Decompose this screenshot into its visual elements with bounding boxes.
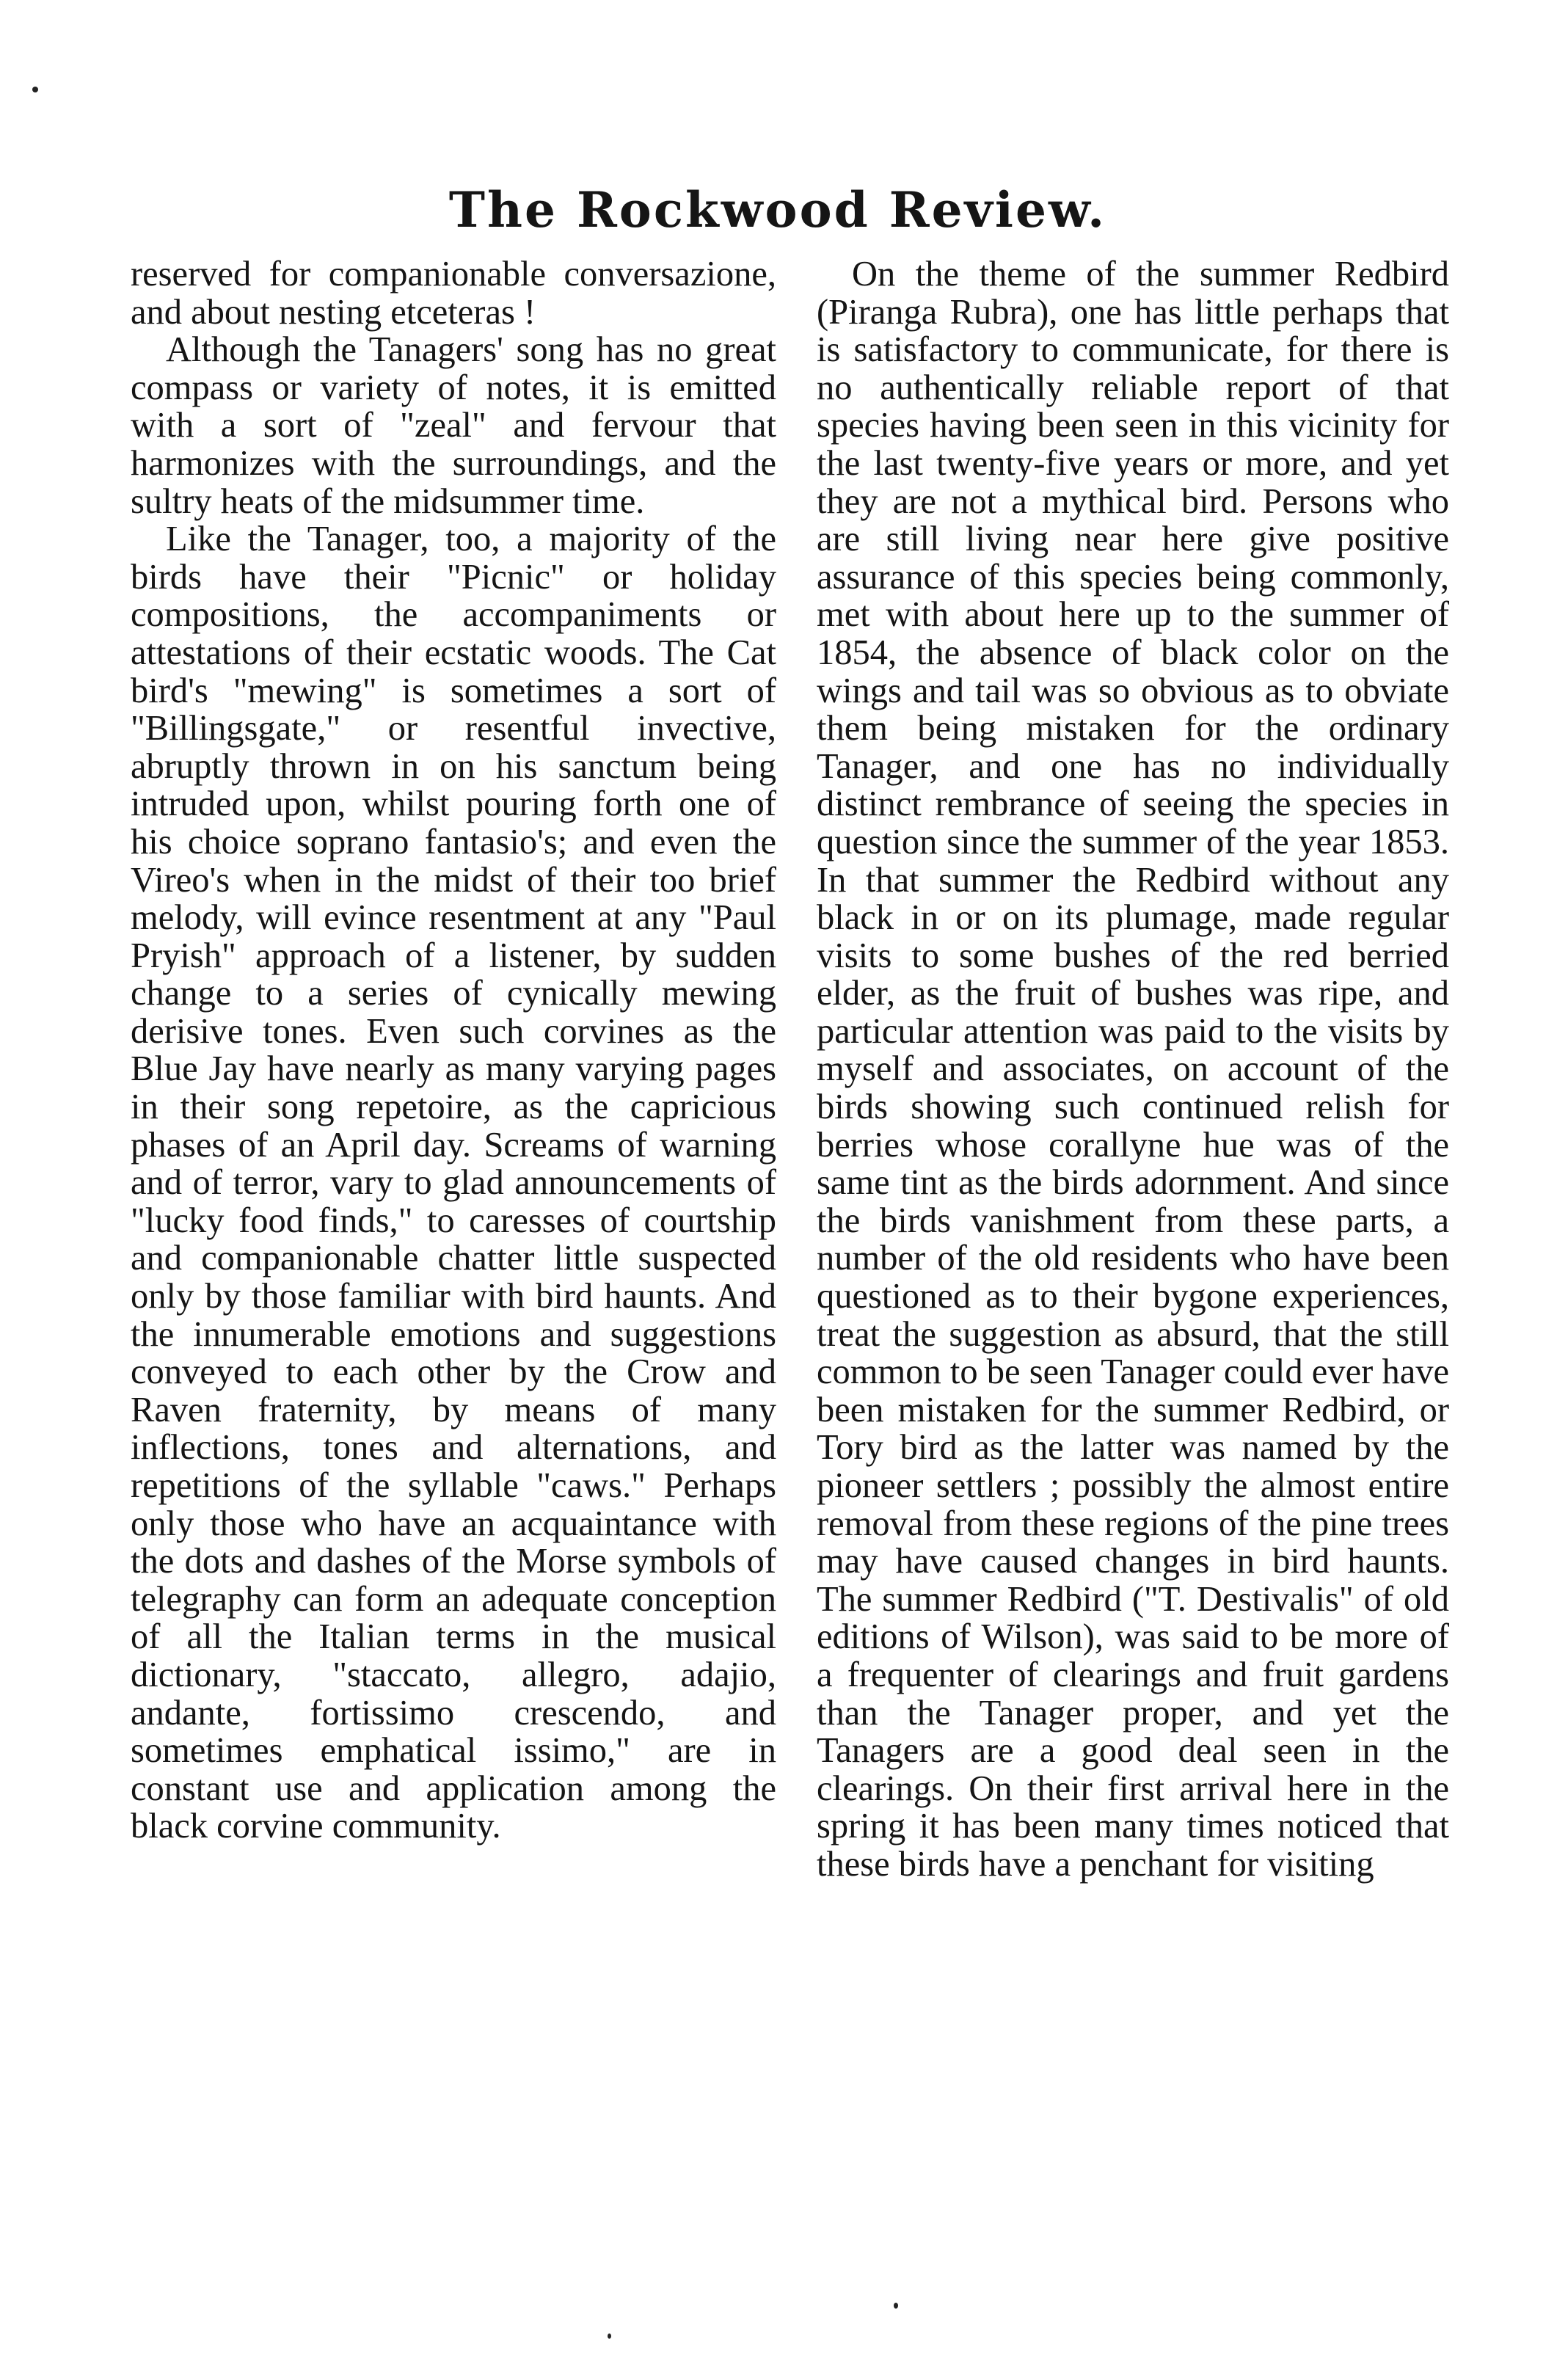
- right-paragraph-1: On the theme of the summer Redbird (Piranga Rubra), one has little perhaps that is satisfactory to communicate, for there is no authentically reliable report of that species having been seen in this vicinity for the last twenty-five years or more, and yet they are not a mythical bird. Persons who are still living near here give positive assurance of this species being commonly, met with about here up to the summer of 1854, the absence of black color on the wings and tail was so obvious as to obviate them being mistaken for the ordinary Tanager, and one has no individually distinct rembrance of seeing the species in question since the summer of the year 1853. In that summer the Redbird without any black in or on its plumage, made regular visits to some bushes of the red berried elder, as the fruit of bushes was ripe, and particular attention was paid to the visits by myself and associates, on account of the birds showing such continued relish for berries whose corallyne hue was of the same tint as the birds adornment. And since the birds vanishment from these parts, a number of the old residents who have been questioned as to their bygone experiences, treat the suggestion as absurd, that the still common to be seen Tanager could ever have been mistaken for the summer Redbird, or Tory bird as the latter was named by the pioneer settlers ; possibly the almost entire removal from these regions of the pine trees may have caused changes in bird haunts. The summer Redbird ("T. Destivalis" of old editions of Wilson), was said to be more of a frequenter of clearings and fruit gardens than the Tanager proper, and yet the Tanagers are a good deal seen in the clearings. On their first arrival here in the spring it has been many times noticed that these birds have a penchant for visiting: [817, 255, 1449, 1884]
- left-paragraph-3: Like the Tanager, too, a majority of the birds have their "Picnic" or holiday compositions, the accompaniments or attestations of their ecstatic woods. The Cat bird's "mewing" is sometimes a sort of "Billingsgate," or resentful invective, abruptly thrown in on his sanctum being intruded upon, whilst pouring forth one of his choice soprano fantasio's; and even the Vireo's when in the midst of their too brief melody, will evince resentment at any "Paul Pryish" approach of a listener, by sudden change to a series of cynically mewing derisive tones. Even such corvines as the Blue Jay have nearly as many varying pages in their song repetoire, as the capricious phases of an April day. Screams of warning and of terror, vary to glad announcements of "lucky food finds," to caresses of courtship and companionable chatter little suspected only by those familiar with bird haunts. And the innumerable emotions and suggestions conveyed to each other by the Crow and Raven fraternity, by means of many inflections, tones and alternations, and repetitions of the syllable "caws." Perhaps only those who have an acquaintance with the dots and dashes of the Morse symbols of telegraphy can form an adequate conception of all the Italian terms in the musical dictionary, "staccato, allegro, adajio, andante, fortissimo crescendo, and sometimes emphatical issimo," are in constant use and application among the black corvine community.: [131, 520, 776, 1846]
- masthead-title: The Rockwood Review.: [448, 181, 1107, 238]
- left-paragraph-2: Although the Tanagers' song has no great compass or variety of notes, it is emitted with a sort of "zeal" and fervour that harmonizes with the surroundings, and the sultry heats of the midsummer time.: [131, 330, 776, 521]
- print-speck: [608, 2334, 611, 2339]
- left-column: [131, 255, 776, 1846]
- print-speck: [894, 2303, 898, 2309]
- right-column: [817, 255, 1449, 1884]
- left-paragraph-1: reserved for companionable conversazione, and about nesting etceteras !: [131, 255, 776, 332]
- print-speck: [32, 87, 38, 92]
